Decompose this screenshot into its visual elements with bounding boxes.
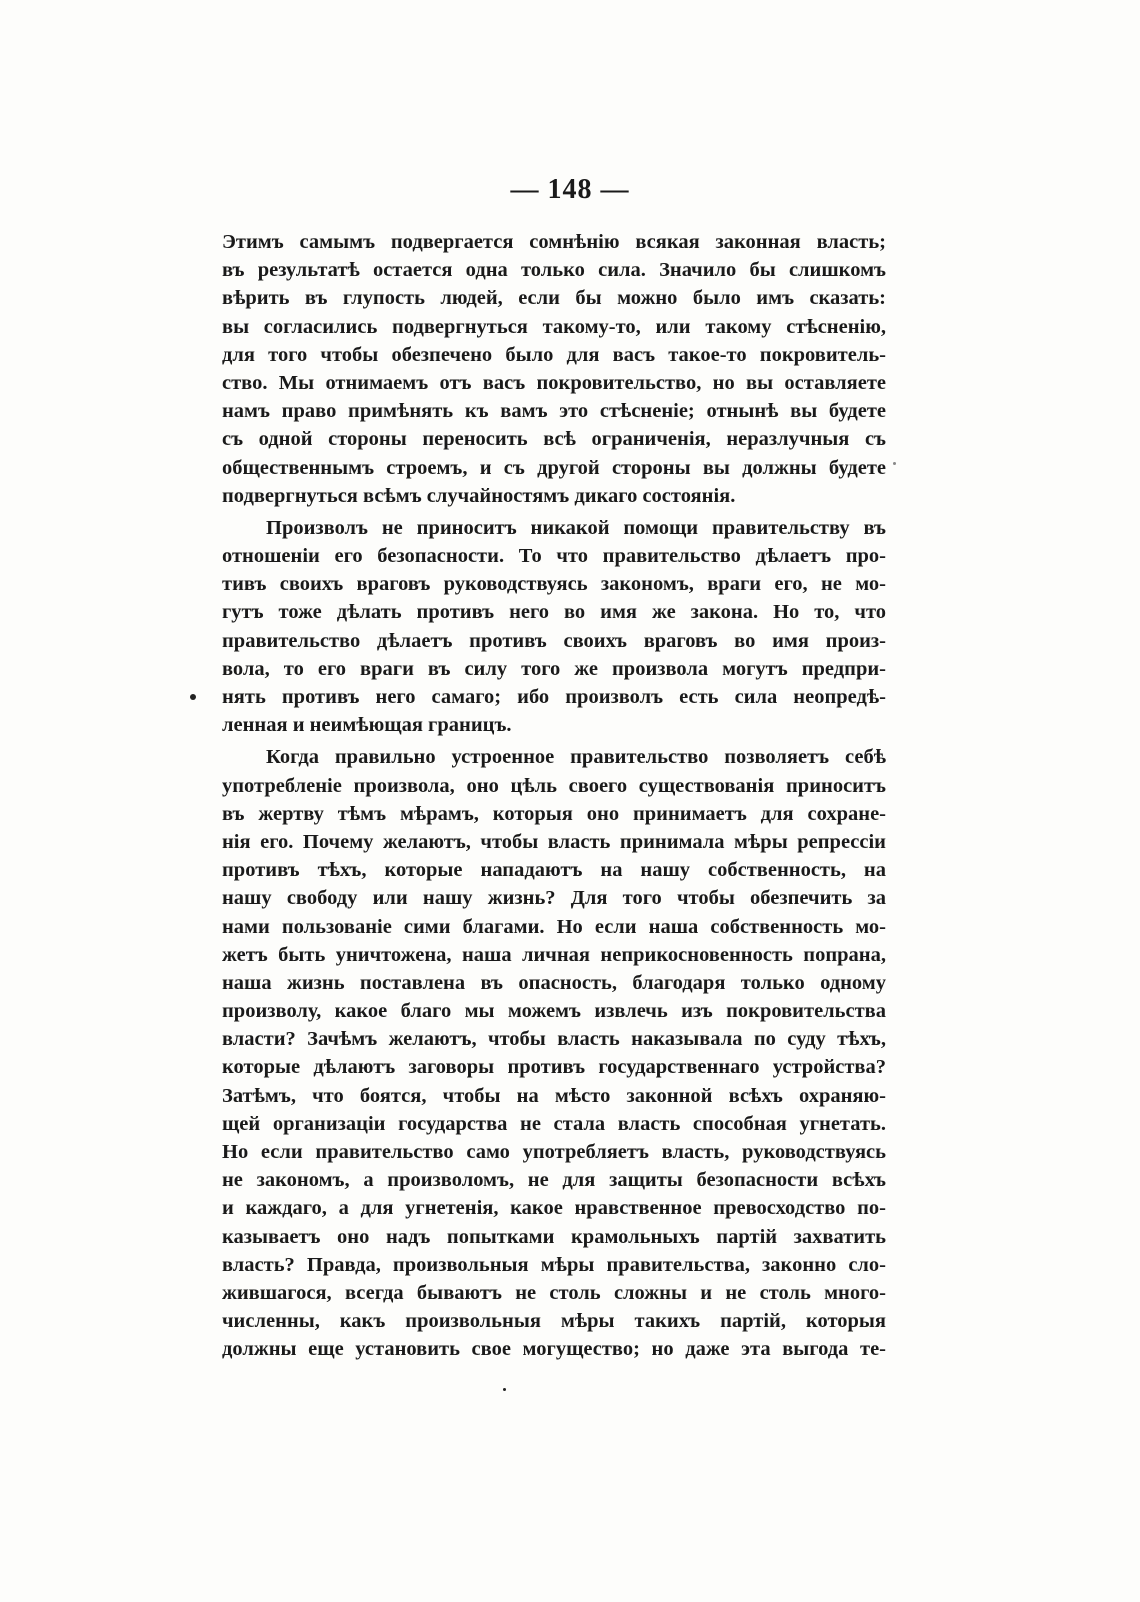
text-line: съ одной стороны переносить всѣ ограниченія, неразлучныя съ: [222, 428, 886, 451]
text-line: употребленіе произвола, оно цѣль своего существованія приноситъ: [222, 774, 886, 797]
text-line: Но если правительство само употребляетъ власть, руководствуясь: [222, 1141, 886, 1163]
text-line: нашу свободу или нашу жизнь? Для того чтобы обезпечить за: [222, 887, 886, 910]
text-line: намъ право примѣнять къ вамъ это стѣсненіе; отнынѣ вы будете: [222, 400, 886, 423]
text-line: ленная и неимѣющая границъ.: [222, 714, 512, 737]
paragraph-1: [222, 228, 886, 510]
text-line: отношеніи его безопасности. То что правительство дѣлаетъ про-: [222, 545, 886, 568]
text-line: вѣрить въ глупость людей, если бы можно было имъ сказать:: [222, 287, 886, 310]
text-line: власть? Правда, произвольныя мѣры правительства, законно сло-: [222, 1253, 886, 1276]
text-line: гутъ тоже дѣлать противъ него во имя же закона. Но то, что: [222, 601, 886, 624]
scan-speck: [190, 694, 196, 700]
text-line: Затѣмъ, что боятся, чтобы на мѣсто законной всѣхъ охраняю-: [222, 1084, 886, 1107]
text-line: не закономъ, а произволомъ, не для защиты безопасности всѣхъ: [222, 1169, 886, 1192]
text-line: общественнымъ строемъ, и съ другой стороны вы должны будете: [222, 456, 886, 479]
text-line: и каждаго, а для угнетенія, какое нравственное превосходство по-: [222, 1197, 886, 1220]
text-line: жившагося, всегда бываютъ не столь сложны и не столь много-: [222, 1281, 886, 1304]
text-line: въ результатѣ остается одна только сила. Значило бы слишкомъ: [222, 259, 886, 282]
text-line: Этимъ самымъ подвергается сомнѣнію всякая законная власть;: [222, 231, 886, 253]
text-line: Произволъ не приноситъ никакой помощи правительству въ: [266, 516, 886, 539]
page-number: — 148 —: [510, 174, 630, 205]
paragraph-2: [222, 514, 886, 740]
text-line: жетъ быть уничтожена, наша личная неприкосновенность попрана,: [222, 943, 886, 966]
text-line: власти? Зачѣмъ желаютъ, чтобы власть наказывала по суду тѣхъ,: [222, 1028, 886, 1051]
scan-speck: [503, 1388, 506, 1391]
text-line: нія его. Почему желаютъ, чтобы власть принимала мѣры репрессіи: [222, 830, 886, 853]
scan-speck: [893, 462, 896, 465]
text-line: нять противъ него самаго; ибо произволъ есть сила неопредѣ-: [222, 686, 886, 708]
text-line: должны еще установить свое могущество; но даже эта выгода те-: [222, 1338, 886, 1361]
text-line: произволу, какое благо мы можемъ извлечь изъ покровительства: [222, 1000, 886, 1023]
text-line: численны, какъ произвольныя мѣры такихъ партій, которыя: [222, 1310, 886, 1333]
text-line: тивъ своихъ враговъ руководствуясь закономъ, враги его, не мо-: [222, 573, 886, 596]
text-line: щей организаціи государства не стала власть способная угнетать.: [222, 1112, 886, 1135]
text-line: которые дѣлаютъ заговоры противъ государственнаго устройства?: [222, 1056, 886, 1079]
text-line: вола, то его враги въ силу того же произвола могутъ предпри-: [222, 657, 886, 680]
text-line: вы согласились подвергнуться такому-то, или такому стѣсненію,: [222, 315, 886, 338]
text-line: для того чтобы обезпечено было для васъ такое-то покровитель-: [222, 343, 886, 366]
text-line: казываетъ оно надъ попытками крамольныхъ партій захватить: [222, 1225, 886, 1248]
text-line: въ жертву тѣмъ мѣрамъ, которыя оно принимаетъ для сохране-: [222, 802, 886, 825]
body-text: [222, 228, 886, 1364]
paragraph-3: [222, 743, 886, 1363]
text-line: Когда правильно устроенное правительство позволяетъ себѣ: [266, 746, 886, 769]
text-line: противъ тѣхъ, которые нападаютъ на нашу собственность, на: [222, 859, 886, 882]
text-line: подвергнуться всѣмъ случайностямъ дикаго состоянія.: [222, 484, 736, 507]
text-line: ство. Мы отнимаемъ отъ васъ покровительство, но вы оставляете: [222, 371, 886, 394]
text-line: нами пользованіе сими благами. Но если наша собственность мо-: [222, 915, 886, 938]
text-line: правительство дѣлаетъ противъ своихъ враговъ во имя произ-: [222, 629, 886, 652]
text-line: наша жизнь поставлена въ опасность, благодаря только одному: [222, 971, 886, 994]
